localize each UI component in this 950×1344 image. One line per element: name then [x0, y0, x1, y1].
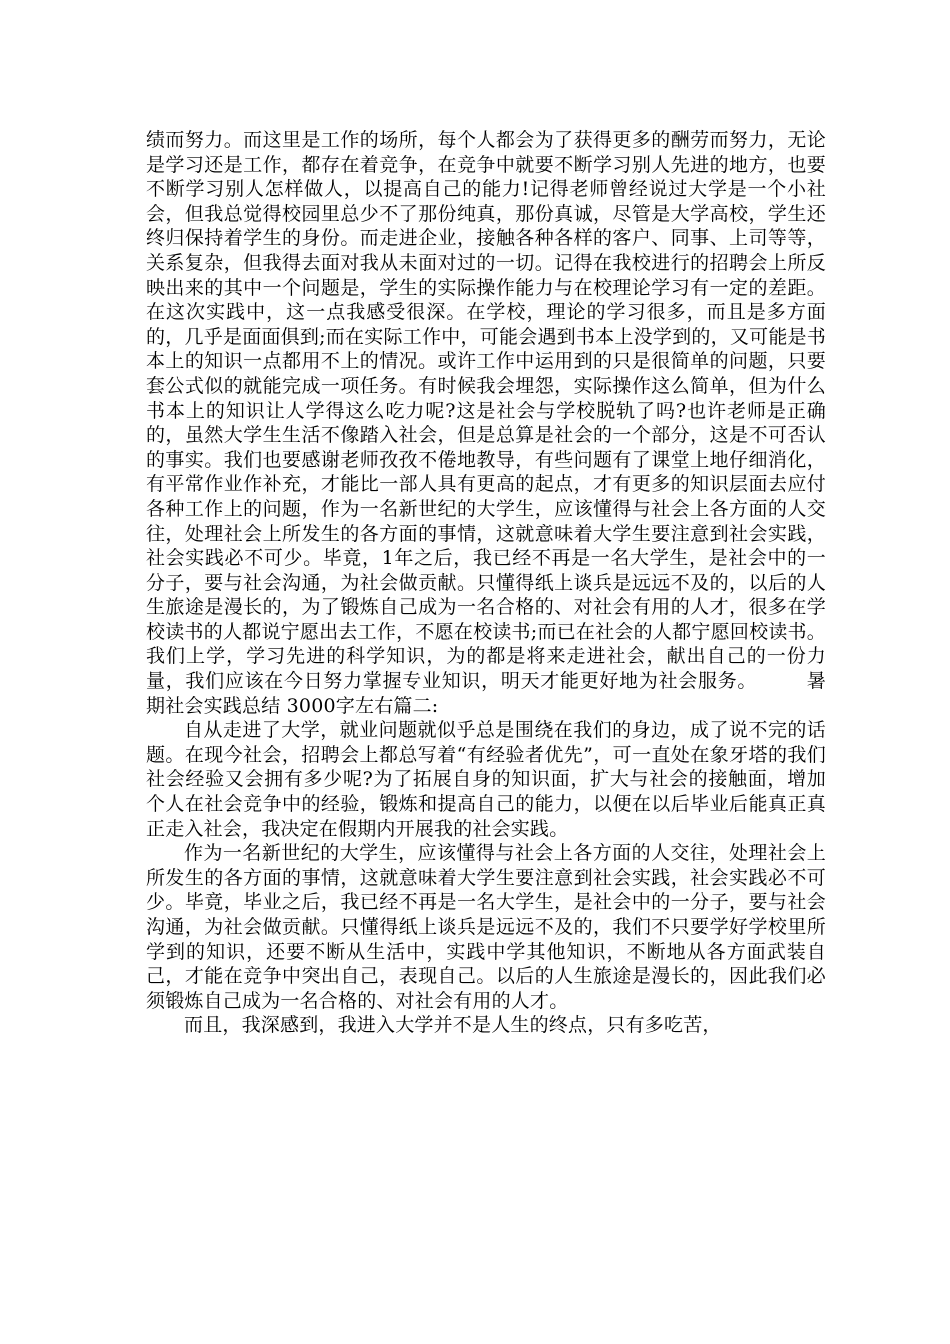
body-paragraph-1: 绩而努力。而这里是工作的场所，每个人都会为了获得更多的酬劳而努力，无论是学习还是工作，都存在着竞争，在竞争中就要不断学习别人先进的地方，也要不断学习别人怎样做人，以提高自己的能力!记得老师曾经说过大学是一个小社会，但我总觉得校园里总少不了那份纯真，那份真诚，尽管是大学高校，学生还终归保持着学生的身份。而走进企业，接触各种各样的客户、同事、上司等等，关系复杂，但我得去面对我从未面对过的一切。记得在我校进行的招聘会上所反映出来的其中一个问题是，学生的实际操作能力与在校理论学习有一定的差距。在这次实践中，这一点我感受很深。在学校，理论的学习很多，而且是多方面的，几乎是面面俱到;而在实际工作中，可能会遇到书本上没学到的，又可能是书本上的知识一点都用不上的情况。或许工作中运用到的只是很简单的问题，只要套公式似的就能完成一项任务。有时候我会埋怨，实际操作这么简单，但为什么书本上的知识让人学得这么吃力呢?这是社会与学校脱轨了吗?也许老师是正确的，虽然大学生生活不像踏入社会，但是总算是社会的一个部分，这是不可否认的事实。我们也要感谢老师孜孜不倦地教导，有些问题有了课堂上地仔细消化，有平常作业作补充，才能比一部人具有更高的起点，才有更多的知识层面去应付各种工作上的问题，作为一名新世纪的大学生，应该懂得与社会上各方面的人交往，处理社会上所发生的各方面的事情，这就意味着大学生要注意到社会实践，社会实践必不可少。毕竟，1年之后，我已经不再是一名大学生，是社会中的一分子，要与社会沟通，为社会做贡献。只懂得纸上谈兵是远远不及的，以后的人生旅途是漫长的，为了锻炼自己成为一名合格的、对社会有用的人才，很多在学校读书的人都说宁愿出去工作，不愿在校读书;而已在社会的人都宁愿回校读书。我们上学，学习先进的科学知识，为的都是将来走进社会，献出自己的一份力量，我们应该在今日努力掌握专业知识，明天才能更好地为社会服务。 暑期社会实践总结 3000字左右篇二:	[146, 129, 826, 717]
body-paragraph-3: 作为一名新世纪的大学生，应该懂得与社会上各方面的人交往，处理社会上所发生的各方面的事情，这就意味着大学生要注意到社会实践，社会实践必不可少。毕竟，毕业之后，我已经不再是一名大学生，是社会中的一分子，要与社会沟通，为社会做贡献。只懂得纸上谈兵是远远不及的，我们不只要学好学校里所学到的知识，还要不断从生活中，实践中学其他知识，不断地从各方面武装自己，才能在竞争中突出自己，表现自己。以后的人生旅途是漫长的，因此我们必须锻炼自己成为一名合格的、对社会有用的人才。	[146, 842, 826, 1012]
body-paragraph-4: 而且，我深感到，我进入大学并不是人生的终点，只有多吃苦，	[184, 1014, 722, 1037]
body-paragraph-2: 自从走进了大学，就业问题就似乎总是围绕在我们的身边，成了说不完的话题。在现今社会，招聘会上都总写着“有经验者优先”，可一直处在象牙塔的我们社会经验又会拥有多少呢?为了拓展自身的知识面，扩大与社会的接触面，增加个人在社会竞争中的经验，锻炼和提高自己的能力，以便在以后毕业后能真正真正走入社会，我决定在假期内开展我的社会实践。	[146, 719, 826, 840]
document-page	[146, 128, 826, 1038]
